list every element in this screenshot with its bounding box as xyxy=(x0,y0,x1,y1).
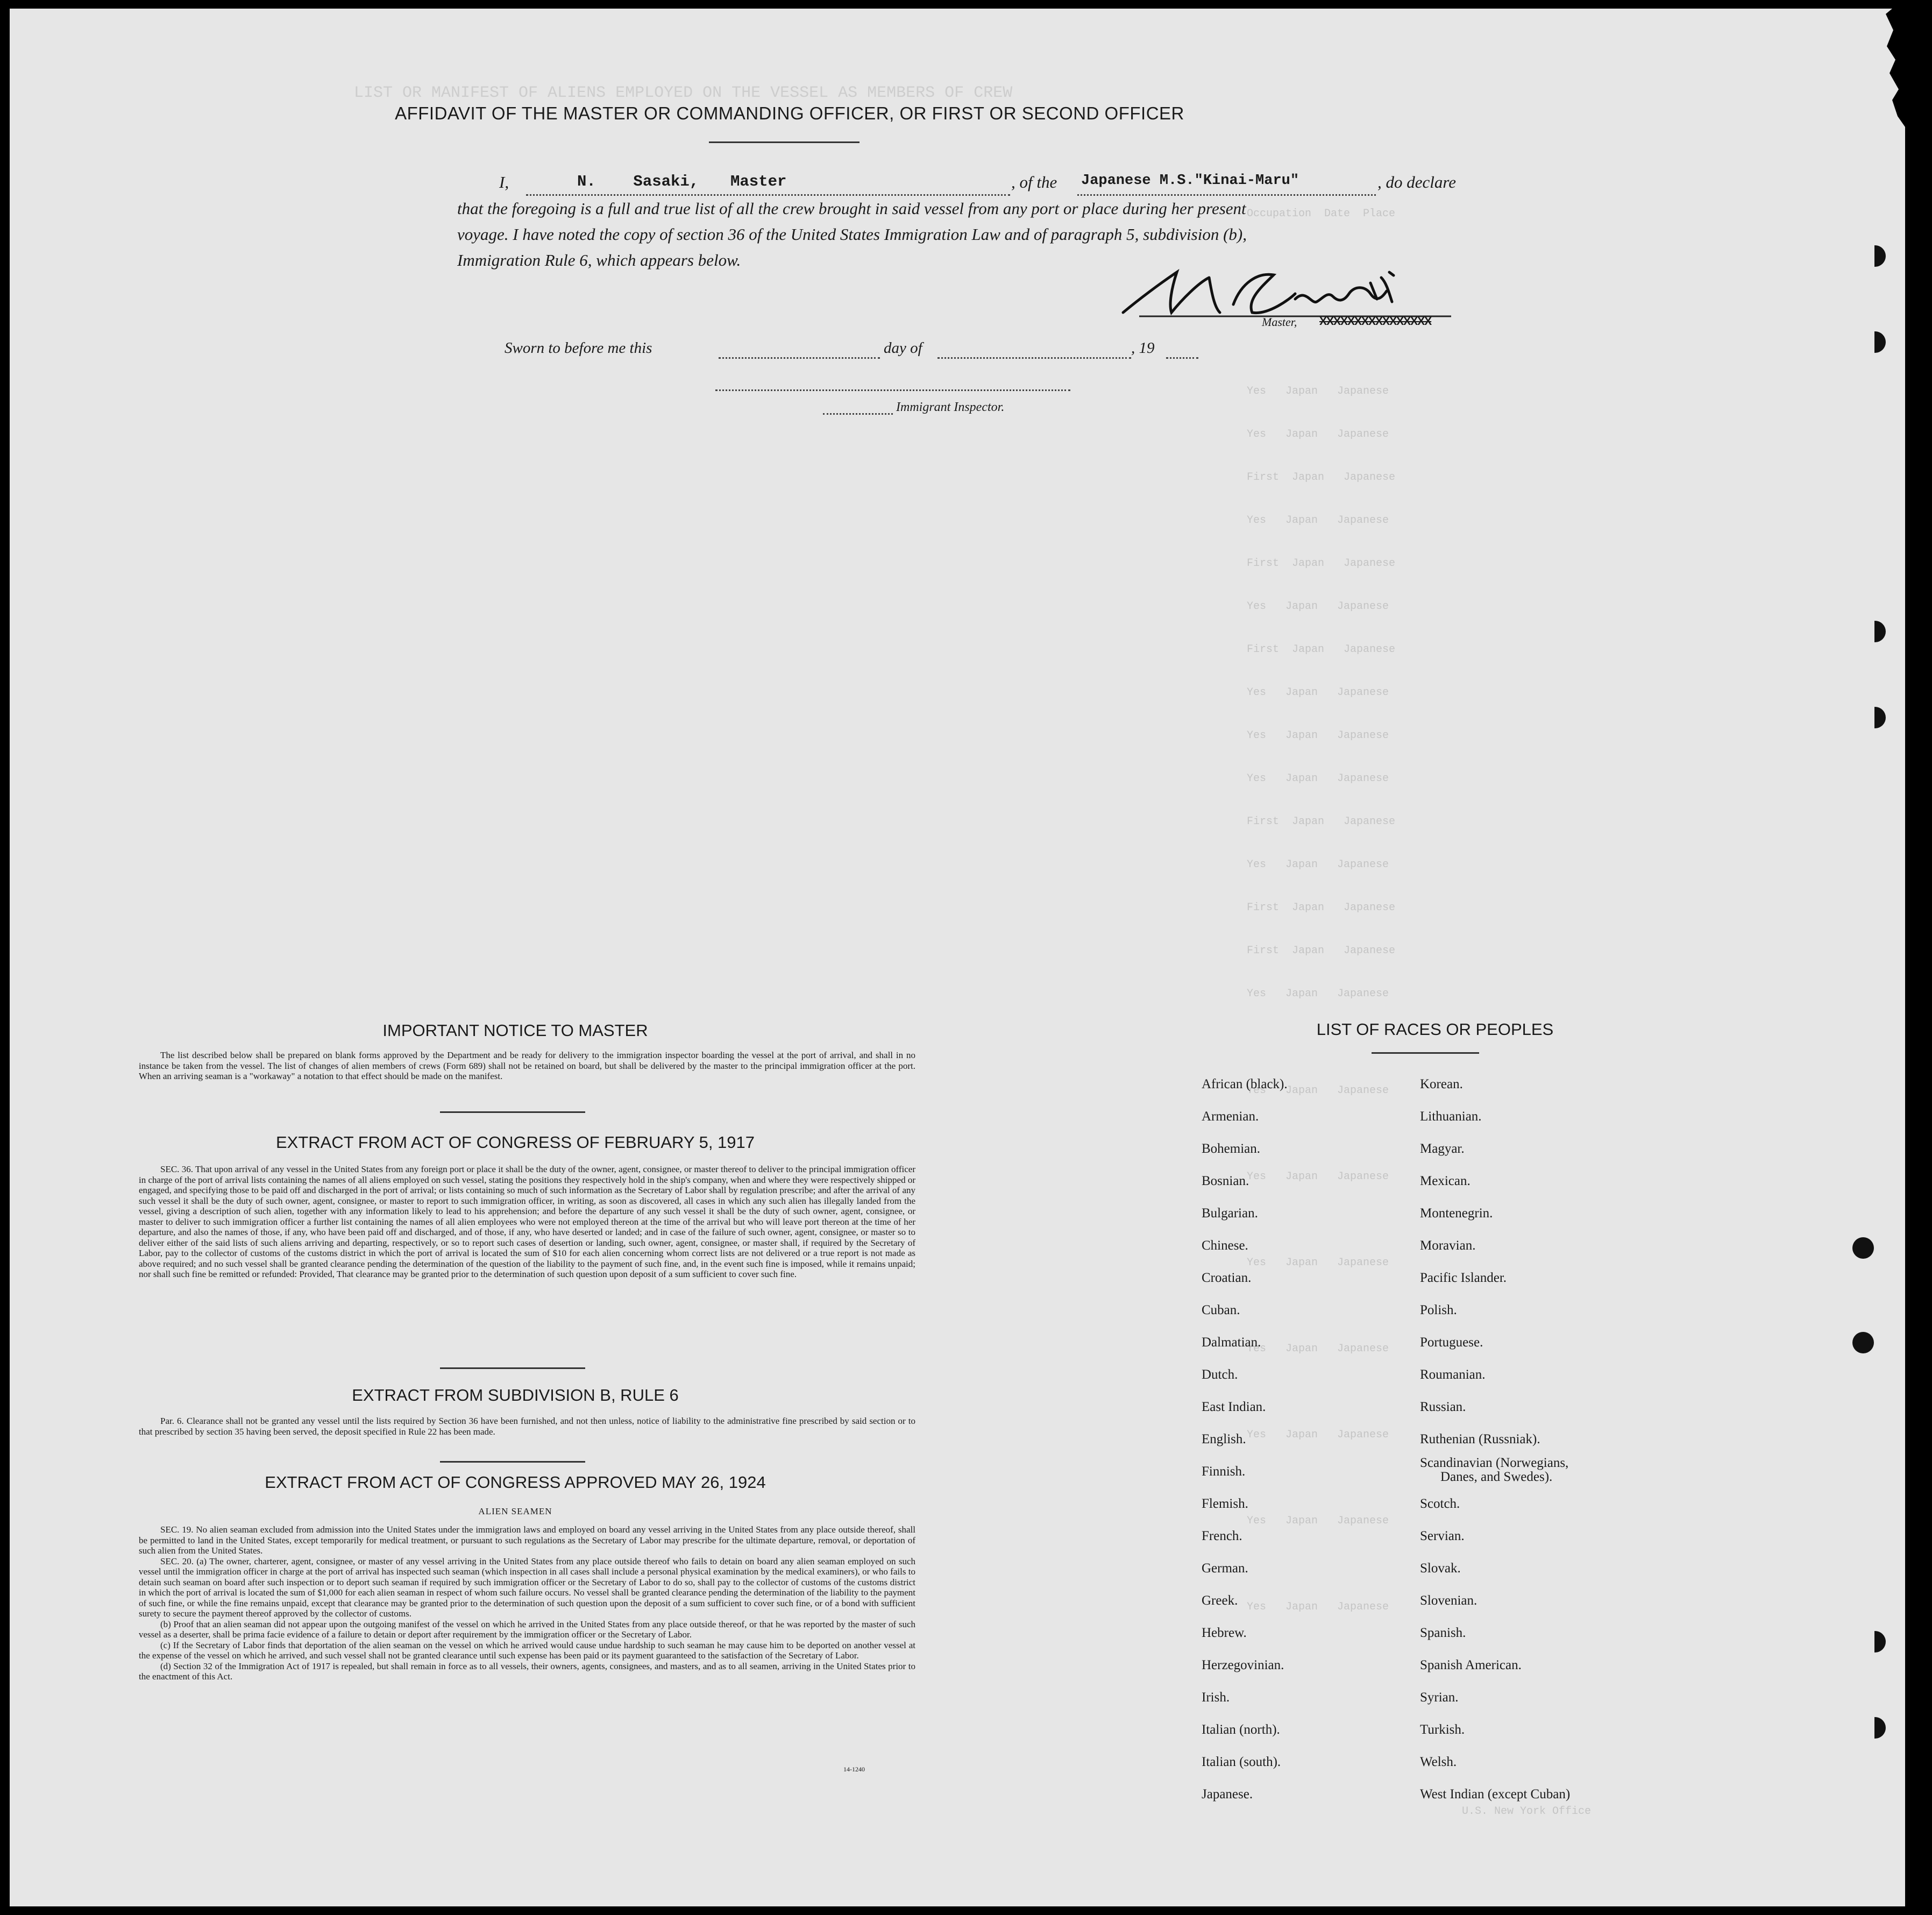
punch-hole xyxy=(1864,331,1886,353)
sec-19-paragraph: SEC. 19. No alien seaman excluded from admission into the United States under the immigration laws and employed on board any vessel arriving in the United States from any place outside thereof, shall be permitted to land in the United States, except temporarily for medical treatment, or pursuant to such regulations as the Secretary of Labor may prescribe for the ultimate departure, removal, or deportation of such alien from the United States. xyxy=(139,1524,915,1556)
race-item: Dutch. xyxy=(1202,1367,1238,1382)
race-item: Mexican. xyxy=(1420,1174,1471,1188)
punch-hole xyxy=(1864,621,1886,642)
race-item: Slovak. xyxy=(1420,1561,1461,1576)
race-item: Irish. xyxy=(1202,1690,1230,1705)
race-item: African (black). xyxy=(1202,1077,1288,1091)
race-item: Roumanian. xyxy=(1420,1367,1486,1382)
race-item: Armenian. xyxy=(1202,1109,1259,1124)
inspector-prefix-line xyxy=(823,413,893,415)
officer-name[interactable]: N. Sasaki, xyxy=(577,173,699,190)
of-the-label: , of the xyxy=(1011,173,1057,191)
notice-body: The list described below shall be prepared on blank forms approved by the Department and be ready for delivery to the immigration inspector boarding the vessel at the port of arrival, and shall in no instance be taken from the vessel. The list of changes of alien members of crews (Form 689) shall not be retained on board, but shall be delivered by the master to the principal immigration officer at the port. When an arriving seaman is a "workaway" a notation to that effect should be made on the manifest. xyxy=(139,1050,915,1081)
affidavit-line-4: Immigration Rule 6, which appears below. xyxy=(457,251,741,269)
race-item: Italian (south). xyxy=(1202,1755,1281,1769)
race-item: Dalmatian. xyxy=(1202,1335,1261,1350)
race-item: Polish. xyxy=(1420,1303,1457,1317)
race-item: Finnish. xyxy=(1202,1464,1246,1479)
race-item: Italian (north). xyxy=(1202,1722,1280,1737)
race-item: Magyar. xyxy=(1420,1141,1465,1156)
alien-seamen-subheading: ALIEN SEAMEN xyxy=(478,1506,552,1516)
race-item: German. xyxy=(1202,1561,1248,1576)
race-item: Spanish. xyxy=(1420,1626,1466,1640)
affidavit-line-2: that the foregoing is a full and true list of all the crew brought in said vessel from any port or place during her present xyxy=(457,199,1246,218)
document-page: LIST OR MANIFEST OF ALIENS EMPLOYED ON THE VESSEL AS MEMBERS OF CREW Occupation Date Place Yes Japan Japanese Yes Japan Japanese First Japan Japanese Yes Japan Japanese First Japan Japanese Yes Japan Japanese First Japan Japanese Yes Japan Japanese Yes Japan Japanese Yes Japan Japanese First Japan Japanese Yes Japan Japanese First Japan Japanese First Japan Japanese Yes Japan Japanese Yes Japan Japanese Yes Japan Japanese Yes Japan Japanese Yes Japan Japanese Yes Japan Japanese Yes Japan Japanese Yes Japan Japanese U.S. New York Office AFFIDAVIT OF THE MASTER OR COMMANDING OFFICER, OR FIRST OR SECOND OFFICER I, N. Sasaki, Master , of the Japanese M.S."Kinai-Maru" , do declare that the foregoing is a full and true list of all the crew brought in said vessel from any port or place during her present voyage. I have noted the copy of section 36 of the United States Immigration Law and of paragraph 5, subdivision (b), Immigration Rule 6, which appears below. Master, XXXXXXXXXXXXXXXX Sworn to before me this day of , 19 Immigrant Inspector. IMPORTANT NOTICE TO MASTER The list described below shall be prepared on blank forms approved by the Department and be ready for delivery to the immigration inspector boarding the vessel at the port of arrival, and shall in no instance be taken from the vessel. The list of changes of alien members of crews (Form 689) shall not be retained on board, but shall be delivered by the master to the principal immigration officer at the port. When an arriving seaman is a "workaway" a notation to that effect should be made on the manifest. EXTRACT FROM ACT OF CONGRESS OF FEBRUARY 5, 1917 SEC. 36. That upon arrival of any vessel in the United States from any foreign port or place it shall be the duty of the owner, agent, consignee, or master thereof to deliver to the principal immigration officer in charge of the port of arrival lists containing the names of all aliens employed on such vessel, stating the positions they respectively hold in the ship's company, when and where they were respectively shipped or engaged, and specifying those to be paid off and discharged in the port of arrival; or lists containing so much of such information as the Secretary of Labor shall by regulation prescribe; and after the arrival of any such vessel it shall be the duty of such owner, agent, consignee, or master to report to such immigration officer, in writing, as soon as discovered, all cases in which any such alien has illegally landed from the vessel, giving a description of such alien, together with any information likely to lead to his apprehension; and before the departure of any such vessel it shall be the duty of such owner, agent, consignee, or master to deliver to such immigration officer a further list containing the names of all alien employees who were not employed thereon at the time of the arrival but who will leave port thereon at the time of her departure, and also the names of those, if any, who have been paid off and discharged, and of those, if any, who have deserted or landed; and in case of the failure of such owner, agent, consignee, or master so to deliver either of the said lists of such aliens arriving and departing, respectively, or so to report such cases of desertion or landing, such owner, agent, consignee, or master shall, if required by the Secretary of Labor, pay to the collector of customs of the customs district in which the port of arrival is located the sum of $10 for each alien concerning whom correct lists are not delivered or a true report is not made as above required; and no such vessel shall be granted clearance pending the determination of the question of the liability to the payment of such fine, and, in the event such fine is imposed, while it remains unpaid; nor shall such fine be remitted or refunded: Provided, That clearance may be granted prior to the determination of such question upon deposit of a sum sufficient to cover such fine. EXTRACT FROM SUBDIVISION B, RULE 6 Par. 6. Clearance shall not be granted any vessel until the lists required by Section 36 have been furnished, and not then unless, notice of liability to the administrative fine prescribed by said section or to that prescribed by section 35 having been served, the deposit specified in Rule 22 has been made. EXTRACT FROM ACT OF CONGRESS APPROVED MAY 26, 1924 ALIEN SEAMEN SEC. 19. No alien seaman excluded from admission into the United States under the immigration laws and employed on board any vessel arriving in the United States from any place outside thereof, shall be permitted to land in the United States, except temporarily for medical treatment, or pursuant to such regulations as the Secretary of Labor may prescribe for the ultimate departure, removal, or deportation of such alien from the United States. SEC. 20. (a) The owner, charterer, agent, consignee, or master of any vessel arriving in the United States from any place outside thereof who fails to detain on board any alien seaman employed on such vessel until the immigration officer in charge at the port of arrival has inspected such seaman (which inspection in all cases shall include a personal physical examination by the medical examiners), or who fails to detain such seaman on board after such inspection or to deport such seaman if required by such immigration officer or the Secretary of Labor to do so, shall pay to the collector of customs of the customs district in which the port of arrival is located the sum of $1,000 for each alien seaman in respect of whom such failure occurs. No vessel shall be granted clearance pending the determination of the liability to the payment of such fine, or while the fine remains unpaid, except that clearance may be granted prior to the determination of such question upon the deposit of a sum sufficient to cover such fine, or of a bond with sufficient surety to secure the payment thereof approved by the collector of customs. (b) Proof that an alien seaman did not appear upon the outgoing manifest of the vessel on which he arrived in the United States from any place outside thereof, or that he was reported by the master of such vessel as a deserter, shall be prima facie evidence of a failure to detain or deport after requirement by the immigration officer or the Secretary of Labor. (c) If the Secretary of Labor finds that deportation of the alien seaman on the vessel on which he arrived would cause undue hardship to such seaman he may cause him to be deported on another vessel at the expense of the vessel on which he arrived, and such vessel shall not be granted clearance until such expense has been paid or its payment guaranteed to the satisfaction of the Secretary of Labor. (d) Section 32 of the Immigration Act of 1917 is repealed, but shall remain in force as to all vessels, their owners, agents, consignees, and masters, and as to all seamen, arriving in the United States prior to the enactment of this Act. 14-1240 LIST OF RACES OR PEOPLES African (black). Armenian. Bohemian. Bosnian. Bulgarian. Chinese. Croatian. Cuban. Dalmatian. Dutch. East Indian. English. Finnish. Flemish. French. German. Greek. Hebrew. Herzegovinian. Irish. Italian (north). Italian (south). Japanese. Korean. Lithuanian. Magyar. Mexican. Montenegrin. Moravian. Pacific Islander. Polish. Portuguese. Roumanian. Russian. Ruthenian (Russniak). Scandinavian (Norwegians, Danes, and Swedes). Scotch. Servian. Slovak. Slovenian. Spanish. Spanish American. Syrian. Turkish. Welsh. West Indian (except Cuban) xyxy=(10,9,1905,1906)
inspector-caption: Immigrant Inspector. xyxy=(896,400,1005,414)
sworn-day-line xyxy=(719,357,880,359)
race-item: Slovenian. xyxy=(1420,1593,1478,1608)
race-item: Bulgarian. xyxy=(1202,1206,1258,1221)
race-item: Korean. xyxy=(1420,1077,1463,1091)
race-item: Syrian. xyxy=(1420,1690,1459,1705)
day-of-label: day of xyxy=(884,339,922,357)
sworn-month-line xyxy=(937,357,1131,359)
affidavit-line-3: voyage. I have noted the copy of section 36 of the United States Immigration Law and of paragraph 5, subdivision (b), xyxy=(457,225,1247,244)
vessel-fill-line xyxy=(1077,194,1376,196)
notice-heading: IMPORTANT NOTICE TO MASTER xyxy=(382,1021,648,1040)
race-item: French. xyxy=(1202,1529,1242,1543)
race-item: Spanish American. xyxy=(1420,1658,1522,1672)
divider xyxy=(1372,1052,1479,1054)
race-item: Scandinavian (Norwegians, xyxy=(1420,1456,1569,1470)
extract-1917-heading: EXTRACT FROM ACT OF CONGRESS OF FEBRUARY 5, 1917 xyxy=(275,1133,755,1152)
name-fill-line xyxy=(526,194,1010,196)
race-item: Moravian. xyxy=(1420,1238,1476,1253)
form-number: 14-1240 xyxy=(843,1765,865,1773)
inspector-signature-line xyxy=(715,389,1070,391)
race-item: Pacific Islander. xyxy=(1420,1271,1507,1285)
extract-1924-body xyxy=(139,1524,915,1682)
race-item: Welsh. xyxy=(1420,1755,1457,1769)
officer-rank[interactable]: Master xyxy=(730,173,787,190)
affidavit-prefix: I, xyxy=(499,173,509,191)
punch-hole xyxy=(1852,1237,1874,1259)
race-item: Flemish. xyxy=(1202,1496,1248,1511)
race-item: Croatian. xyxy=(1202,1271,1252,1285)
signature-caption: Master, xyxy=(1262,315,1297,329)
race-item: Hebrew. xyxy=(1202,1626,1247,1640)
sec-20c-paragraph: (c) If the Secretary of Labor finds that deportation of the alien seaman on the vessel on which he arrived would cause undue hardship to such seaman he may cause him to be deported on another vessel at the expense of the vessel on which he arrived, and such vessel shall not be granted clearance until such expense has been paid or its payment guaranteed to the satisfaction of the Secretary of Labor. xyxy=(139,1640,915,1661)
punch-hole xyxy=(1864,1717,1886,1739)
affidavit-title: AFFIDAVIT OF THE MASTER OR COMMANDING OFFICER, OR FIRST OR SECOND OFFICER xyxy=(395,103,1184,123)
sworn-label: Sworn to before me this xyxy=(505,339,652,357)
sec-20b-paragraph: (b) Proof that an alien seaman did not appear upon the outgoing manifest of the vessel on which he arrived in the United States from any place outside thereof, or that he was reported by the master of such vessel as a deserter, shall be prima facie evidence of a failure to detain or deport after requirement by the immigration officer or the Secretary of Labor. xyxy=(139,1619,915,1640)
signature-caption-struck: XXXXXXXXXXXXXXXX xyxy=(1319,315,1432,328)
race-item: Portuguese. xyxy=(1420,1335,1483,1350)
extract-1924-heading: EXTRACT FROM ACT OF CONGRESS APPROVED MAY 26, 1924 xyxy=(265,1473,766,1492)
torn-corner xyxy=(1860,9,1905,127)
punch-hole xyxy=(1864,245,1886,267)
race-item: Cuban. xyxy=(1202,1303,1240,1317)
divider xyxy=(709,141,860,143)
race-item: Herzegovinian. xyxy=(1202,1658,1284,1672)
race-item: Bosnian. xyxy=(1202,1174,1249,1188)
divider xyxy=(440,1461,585,1463)
divider xyxy=(440,1111,585,1113)
race-item: Japanese. xyxy=(1202,1787,1253,1801)
race-item: West Indian (except Cuban) xyxy=(1420,1787,1571,1801)
race-item: Turkish. xyxy=(1420,1722,1465,1737)
race-item: Greek. xyxy=(1202,1593,1238,1608)
race-item: Lithuanian. xyxy=(1420,1109,1482,1124)
race-item: Chinese. xyxy=(1202,1238,1248,1253)
punch-hole xyxy=(1864,707,1886,728)
extract-1917-body: SEC. 36. That upon arrival of any vessel in the United States from any foreign port or place it shall be the duty of the owner, agent, consignee, or master thereof to deliver to the principal immigration officer in charge of the port of arrival lists containing the names of all aliens employed on such vessel, stating the positions they respectively hold in the ship's company, when and where they were respectively shipped or engaged, and specifying those to be paid off and discharged in the port of arrival; or lists containing so much of such information as the Secretary of Labor shall by regulation prescribe; and after the arrival of any such vessel it shall be the duty of such owner, agent, consignee, or master to report to such immigration officer, in writing, as soon as discovered, all cases in which any such alien has illegally landed from the vessel, giving a description of such alien, together with any information likely to lead to his apprehension; and before the departure of any such vessel it shall be the duty of such owner, agent, consignee, or master to deliver to such immigration officer a further list containing the names of all alien employees who were not employed thereon at the time of the arrival but who will leave port thereon at the time of her departure, and also the names of those, if any, who have been paid off and discharged, and of those, if any, who have deserted or landed; and in case of the failure of such owner, agent, consignee, or master so to deliver either of the said lists of such aliens arriving and departing, respectively, or so to report such cases of desertion or landing, such owner, agent, consignee, or master shall, if required by the Secretary of Labor, pay to the collector of customs of the customs district in which the port of arrival is located the sum of $10 for each alien concerning whom correct lists are not delivered or a true report is not made as above required; and no such vessel shall be granted clearance pending the determination of the question of the liability to the payment of such fine, and, in the event such fine is imposed, while it remains unpaid; nor shall such fine be remitted or refunded: Provided, That clearance may be granted prior to the determination of such question upon deposit of a sum sufficient to cover such fine. xyxy=(139,1164,915,1279)
race-item: Russian. xyxy=(1420,1400,1466,1414)
extract-rule6-heading: EXTRACT FROM SUBDIVISION B, RULE 6 xyxy=(352,1386,679,1405)
race-item: Montenegrin. xyxy=(1420,1206,1493,1221)
races-heading: LIST OF RACES OR PEOPLES xyxy=(1316,1020,1554,1039)
year-line xyxy=(1166,357,1198,359)
race-item: Servian. xyxy=(1420,1529,1465,1543)
sec-20a-paragraph: SEC. 20. (a) The owner, charterer, agent, consignee, or master of any vessel arriving in the United States from any place outside thereof who fails to detain on board any alien seaman employed on such vessel until the immigration officer in charge at the port of arrival has inspected such seaman (which inspection in all cases shall include a personal physical examination by the medical examiners), or who fails to detain such seaman on board after such inspection or to deport such seaman if required by such immigration officer or the Secretary of Labor to do so, shall pay to the collector of customs of the customs district in which the port of arrival is located the sum of $1,000 for each alien seaman in respect of whom such failure occurs. No vessel shall be granted clearance pending the determination of the liability to the payment of such fine, or while the fine remains unpaid, except that clearance may be granted prior to the determination of such question upon the deposit of a sum sufficient to cover such fine, or of a bond with sufficient surety to secure the payment thereof approved by the collector of customs. xyxy=(139,1556,915,1619)
race-item: Scotch. xyxy=(1420,1496,1460,1511)
do-declare-label: , do declare xyxy=(1377,173,1457,191)
race-item-continuation: Danes, and Swedes). xyxy=(1440,1470,1553,1484)
punch-hole xyxy=(1864,1631,1886,1652)
year-label: , 19 xyxy=(1131,339,1155,357)
vessel-name[interactable]: Japanese M.S."Kinai-Maru" xyxy=(1081,173,1299,189)
punch-hole xyxy=(1852,1332,1874,1353)
race-item: Bohemian. xyxy=(1202,1141,1261,1156)
race-item: East Indian. xyxy=(1202,1400,1266,1414)
race-item: Ruthenian (Russniak). xyxy=(1420,1432,1540,1446)
extract-rule6-body: Par. 6. Clearance shall not be granted any vessel until the lists required by Section 36 have been furnished, and not then unless, notice of liability to the administrative fine prescribed by said section or to that prescribed by section 35 having been served, the deposit specified in Rule 22 has been made. xyxy=(139,1416,915,1437)
sec-20d-paragraph: (d) Section 32 of the Immigration Act of 1917 is repealed, but shall remain in force as to all vessels, their owners, agents, consignees, and masters, and as to all seamen, arriving in the United States prior to the enactment of this Act. xyxy=(139,1661,915,1682)
race-item: English. xyxy=(1202,1432,1246,1446)
divider xyxy=(440,1367,585,1369)
